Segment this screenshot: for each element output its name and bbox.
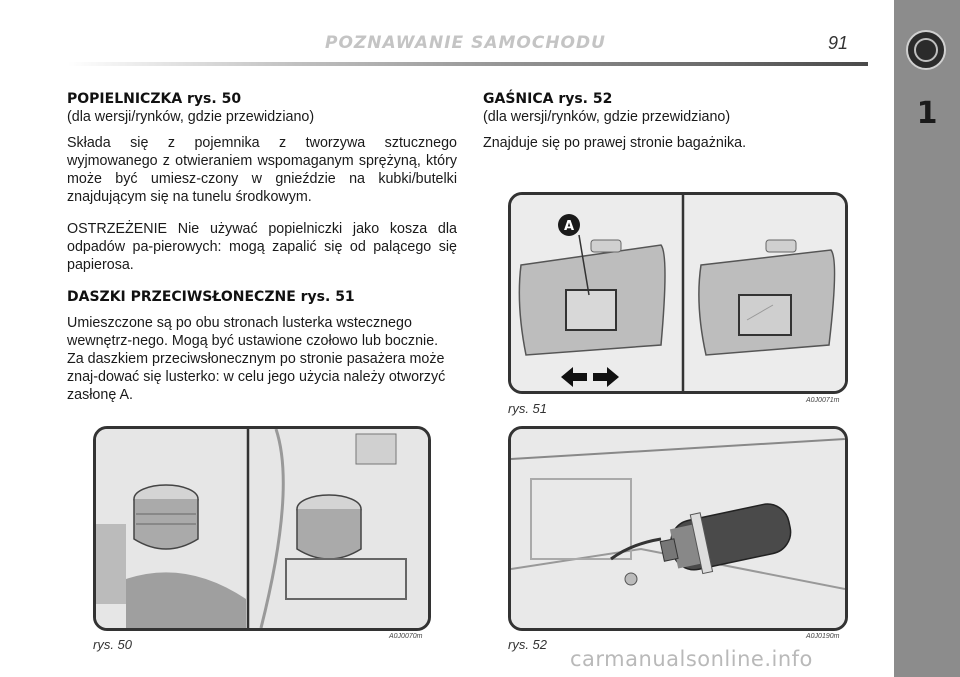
ashtray-warning: OSTRZEŻENIE Nie używać popielniczki jako kosza dla odpadów pa-pierowych: mogą zapalić się od palącego się papierosa.: [67, 221, 457, 273]
page-header-title: POZNAWANIE SAMOCHODU: [325, 33, 606, 53]
right-column: [483, 90, 833, 166]
ashtray-title: POPIELNICZKA rys. 50: [67, 91, 242, 107]
page-number: 91: [828, 33, 849, 53]
sun-visors-title: DASZKI PRZECIWSŁONECZNE rys. 51: [67, 289, 355, 305]
figure-52-extinguisher: [508, 426, 848, 631]
ashtray-body: Składa się z pojemnika z tworzywa sztucznego wyjmowanego z otwieraniem wspomaganym sprężyną, który może być umiesz-czony w gnieździe na kubki/butelki znajdującym się na tunelu środkowym.: [67, 135, 457, 205]
left-column: [67, 90, 457, 404]
ashtray-subtitle: (dla wersji/rynków, gdzie przewidziano): [67, 109, 315, 125]
header-rule: [68, 62, 868, 66]
figure-50-caption: rys. 50: [93, 637, 133, 652]
sun-visors-body-2: Za daszkiem przeciwsłonecznym po stronie pasażera może znaj-dować się lusterko: w celu jego użycia należy otworzyć zasłonę A.: [67, 351, 446, 403]
extinguisher-subtitle: (dla wersji/rynków, gdzie przewidziano): [483, 109, 731, 125]
figure-51-caption: rys. 51: [508, 401, 548, 416]
figure-51-sun-visors: [508, 192, 848, 394]
watermark: carmanualsonline.info: [570, 647, 813, 671]
figure-50-code: A0J0070m: [389, 633, 423, 640]
figure-51-code: A0J0071m: [806, 397, 840, 404]
sun-visors-body-1: Umieszczone są po obu stronach lusterka wstecznego wewnętrz-nego. Mogą być ustawione czołowo lub bocznie.: [67, 315, 439, 349]
extinguisher-title: GAŚNICA rys. 52: [483, 91, 613, 107]
figure-50-ashtray: [93, 426, 431, 631]
chapter-number: 1: [916, 96, 938, 131]
figure-52-caption: rys. 52: [508, 637, 548, 652]
figure-51-label-a: A: [563, 219, 575, 234]
extinguisher-body: Znajduje się po prawej stronie bagażnika.: [483, 135, 747, 151]
alfa-romeo-logo-icon: [906, 30, 946, 70]
figure-52-code: A0J0190m: [806, 633, 840, 640]
